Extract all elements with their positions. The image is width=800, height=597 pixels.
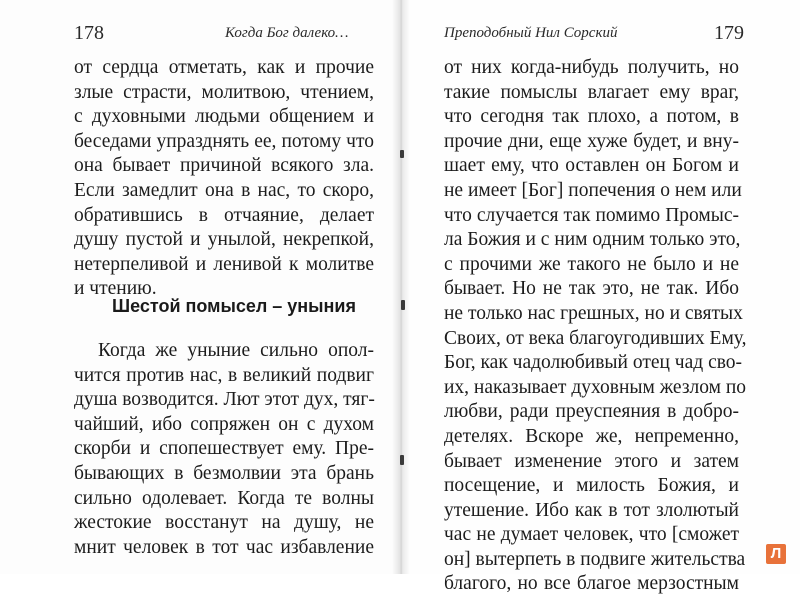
left-paragraph-1 bbox=[74, 56, 374, 302]
left-running-head: Когда Бог далеко… bbox=[225, 25, 349, 41]
text-line: не имеет [Бог] попечения о нем или bbox=[444, 179, 742, 201]
book-gutter bbox=[392, 0, 410, 574]
text-line: посещение, и милость Божия, и bbox=[444, 475, 739, 497]
publisher-logo-icon: Л bbox=[766, 544, 786, 564]
text-line: душа возводится. Лют этот дух, тяг- bbox=[74, 389, 375, 411]
text-line: не только нас грешных, но и святых bbox=[444, 302, 743, 324]
right-page bbox=[400, 0, 800, 595]
left-page-number: 178 bbox=[74, 22, 104, 44]
section-heading: Шестой помысел – уныния bbox=[112, 296, 356, 316]
text-line: благого, но все благое мерзостным bbox=[444, 573, 739, 595]
text-line: любви, ради преуспеяния в добро- bbox=[444, 401, 739, 423]
text-line: шает ему, что оставлен он Богом и bbox=[444, 155, 739, 177]
text-line: бывает изменение этого и затем bbox=[444, 450, 739, 472]
text-line: детелях. Вскоре же, непременно, bbox=[444, 425, 739, 447]
text-line: сильно одолевает. Когда те волны bbox=[74, 487, 374, 509]
text-line: от них когда-нибудь получить, но bbox=[444, 57, 739, 78]
text-line: и чтению. bbox=[74, 278, 157, 300]
text-line: что сегодня так плохо, а потом, в bbox=[444, 106, 739, 128]
text-line: скорби и спопешествует ему. Пре- bbox=[74, 438, 374, 460]
text-line: что случается так помимо Промыс- bbox=[444, 204, 739, 226]
gutter-mark bbox=[401, 300, 405, 310]
text-line: бывает. Но не так это, не так. Ибо bbox=[444, 278, 739, 300]
text-line: чится против нас, в великий подвиг bbox=[74, 364, 374, 386]
right-page-number: 179 bbox=[714, 22, 744, 44]
text-line: Если замедлит она в нас, то скоро, bbox=[74, 179, 374, 201]
text-line: от сердца отметать, как и прочие bbox=[74, 57, 374, 78]
text-line: Когда же уныние сильно опол- bbox=[98, 340, 374, 361]
text-line: беседами упразднять ее, потому что bbox=[74, 130, 374, 152]
text-line: с прочими же такого не было и не bbox=[444, 253, 739, 275]
text-line: злые страсти, молитвою, чтением, bbox=[74, 81, 374, 103]
text-line: нетерпеливой и ленивой к молитве bbox=[74, 253, 374, 275]
text-line: обратившись в отчаяние, делает bbox=[74, 204, 374, 226]
text-line: чайший, ибо сопряжен он с духом bbox=[74, 413, 374, 435]
left-paragraph-2 bbox=[74, 339, 374, 560]
gutter-mark bbox=[400, 455, 404, 465]
text-line: час не думает человек, что [сможет bbox=[444, 524, 739, 546]
right-paragraph bbox=[444, 56, 747, 597]
text-line: жестокие восстанут на душу, не bbox=[74, 512, 374, 534]
text-line: бывающих в безмолвии эта брань bbox=[74, 462, 374, 484]
text-line: с духовными людьми общением и bbox=[74, 106, 374, 128]
text-line: утешение. Ибо как в тот злолютый bbox=[444, 499, 739, 521]
text-line: мнит человек в тот час избавление bbox=[74, 536, 374, 558]
text-line: их, наказывает духовным жезлом по bbox=[444, 376, 747, 398]
text-line: такие помыслы влагает ему враг, bbox=[444, 81, 739, 103]
text-line: она бывает причиной всякого зла. bbox=[74, 155, 374, 177]
text-line: он] вытерпеть в подвиге жительства bbox=[444, 548, 746, 570]
right-running-head: Преподобный Нил Сорский bbox=[444, 25, 618, 41]
left-page bbox=[0, 0, 400, 574]
gutter-mark bbox=[400, 150, 404, 158]
text-line: прочие дни, еще хуже будет, и вну- bbox=[444, 130, 739, 152]
text-line: Бог, как чадолюбивый отец чад сво- bbox=[444, 352, 743, 374]
text-line: душу пустой и унылой, некрепкой, bbox=[74, 229, 374, 251]
text-line: ла Божия и с ним одним только это, bbox=[444, 229, 741, 251]
text-line: Своих, от века благоугодивших Ему, bbox=[444, 327, 747, 349]
